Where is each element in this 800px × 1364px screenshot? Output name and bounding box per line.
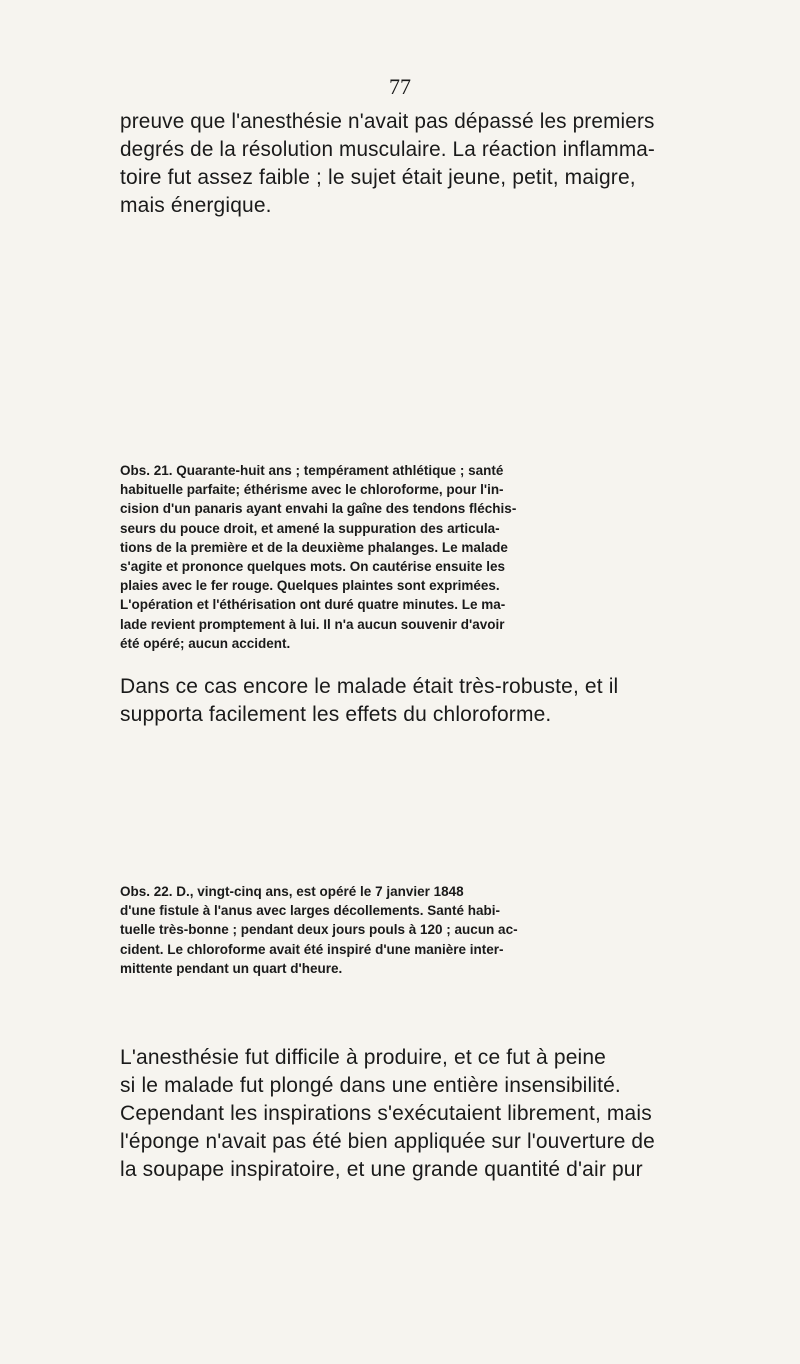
page-number: 77 bbox=[389, 74, 411, 99]
text-line: Dans ce cas encore le malade était très-robuste, et il bbox=[120, 675, 619, 698]
text-line: toire fut assez faible ; le sujet était jeune, petit, maigre, bbox=[120, 166, 636, 189]
text-line: Obs. 21. Quarante-huit ans ; tempérament athlétique ; santé bbox=[120, 463, 504, 478]
observation-21 bbox=[120, 461, 655, 653]
body-paragraph-3 bbox=[120, 1044, 655, 1184]
text-line: l'éponge n'avait pas été bien appliquée sur l'ouverture de bbox=[120, 1130, 655, 1153]
text-line: d'une fistule à l'anus avec larges décollements. Santé habi- bbox=[120, 903, 501, 919]
text-line: tuelle très-bonne ; pendant deux jours pouls à 120 ; aucun ac- bbox=[120, 922, 518, 938]
body-paragraph-2 bbox=[120, 673, 655, 729]
text-line: preuve que l'anesthésie n'avait pas dépassé les premiers bbox=[120, 110, 655, 133]
text-line: cision d'un panaris ayant envahi la gaîne des tendons fléchis- bbox=[120, 501, 517, 517]
text-line: été opéré; aucun accident. bbox=[120, 635, 291, 651]
observation-22 bbox=[120, 882, 655, 978]
text-line: supporta facilement les effets du chloroforme. bbox=[120, 703, 552, 726]
body-paragraph-1 bbox=[120, 108, 655, 220]
text-line: tions de la première et de la deuxième phalanges. Le malade bbox=[120, 539, 508, 555]
text-line: plaies avec le fer rouge. Quelques plaintes sont exprimées. bbox=[120, 578, 500, 594]
text-line: cident. Le chloroforme avait été inspiré d'une manière inter- bbox=[120, 941, 504, 957]
text-line: s'agite et prononce quelques mots. On cautérise ensuite les bbox=[120, 559, 506, 575]
text-line: Obs. 22. D., vingt-cinq ans, est opéré le 7 janvier 1848 bbox=[120, 884, 464, 899]
text-line: la soupape inspiratoire, et une grande quantité d'air pur bbox=[120, 1158, 643, 1181]
text-line: degrés de la résolution musculaire. La réaction inflamma- bbox=[120, 138, 655, 161]
text-line: L'anesthésie fut difficile à produire, et ce fut à peine bbox=[120, 1046, 606, 1069]
text-line: mittente pendant un quart d'heure. bbox=[120, 960, 343, 976]
text-line: si le malade fut plongé dans une entière insensibilité. bbox=[120, 1074, 621, 1097]
text-line: habituelle parfaite; éthérisme avec le chloroforme, pour l'in- bbox=[120, 482, 504, 498]
text-line: lade revient promptement à lui. Il n'a aucun souvenir d'avoir bbox=[120, 616, 505, 632]
text-line: mais énergique. bbox=[120, 194, 272, 217]
text-line: Cependant les inspirations s'exécutaient librement, mais bbox=[120, 1102, 652, 1125]
text-line: seurs du pouce droit, et amené la suppuration des articula- bbox=[120, 520, 500, 536]
text-line: L'opération et l'éthérisation ont duré quatre minutes. Le ma- bbox=[120, 597, 506, 613]
